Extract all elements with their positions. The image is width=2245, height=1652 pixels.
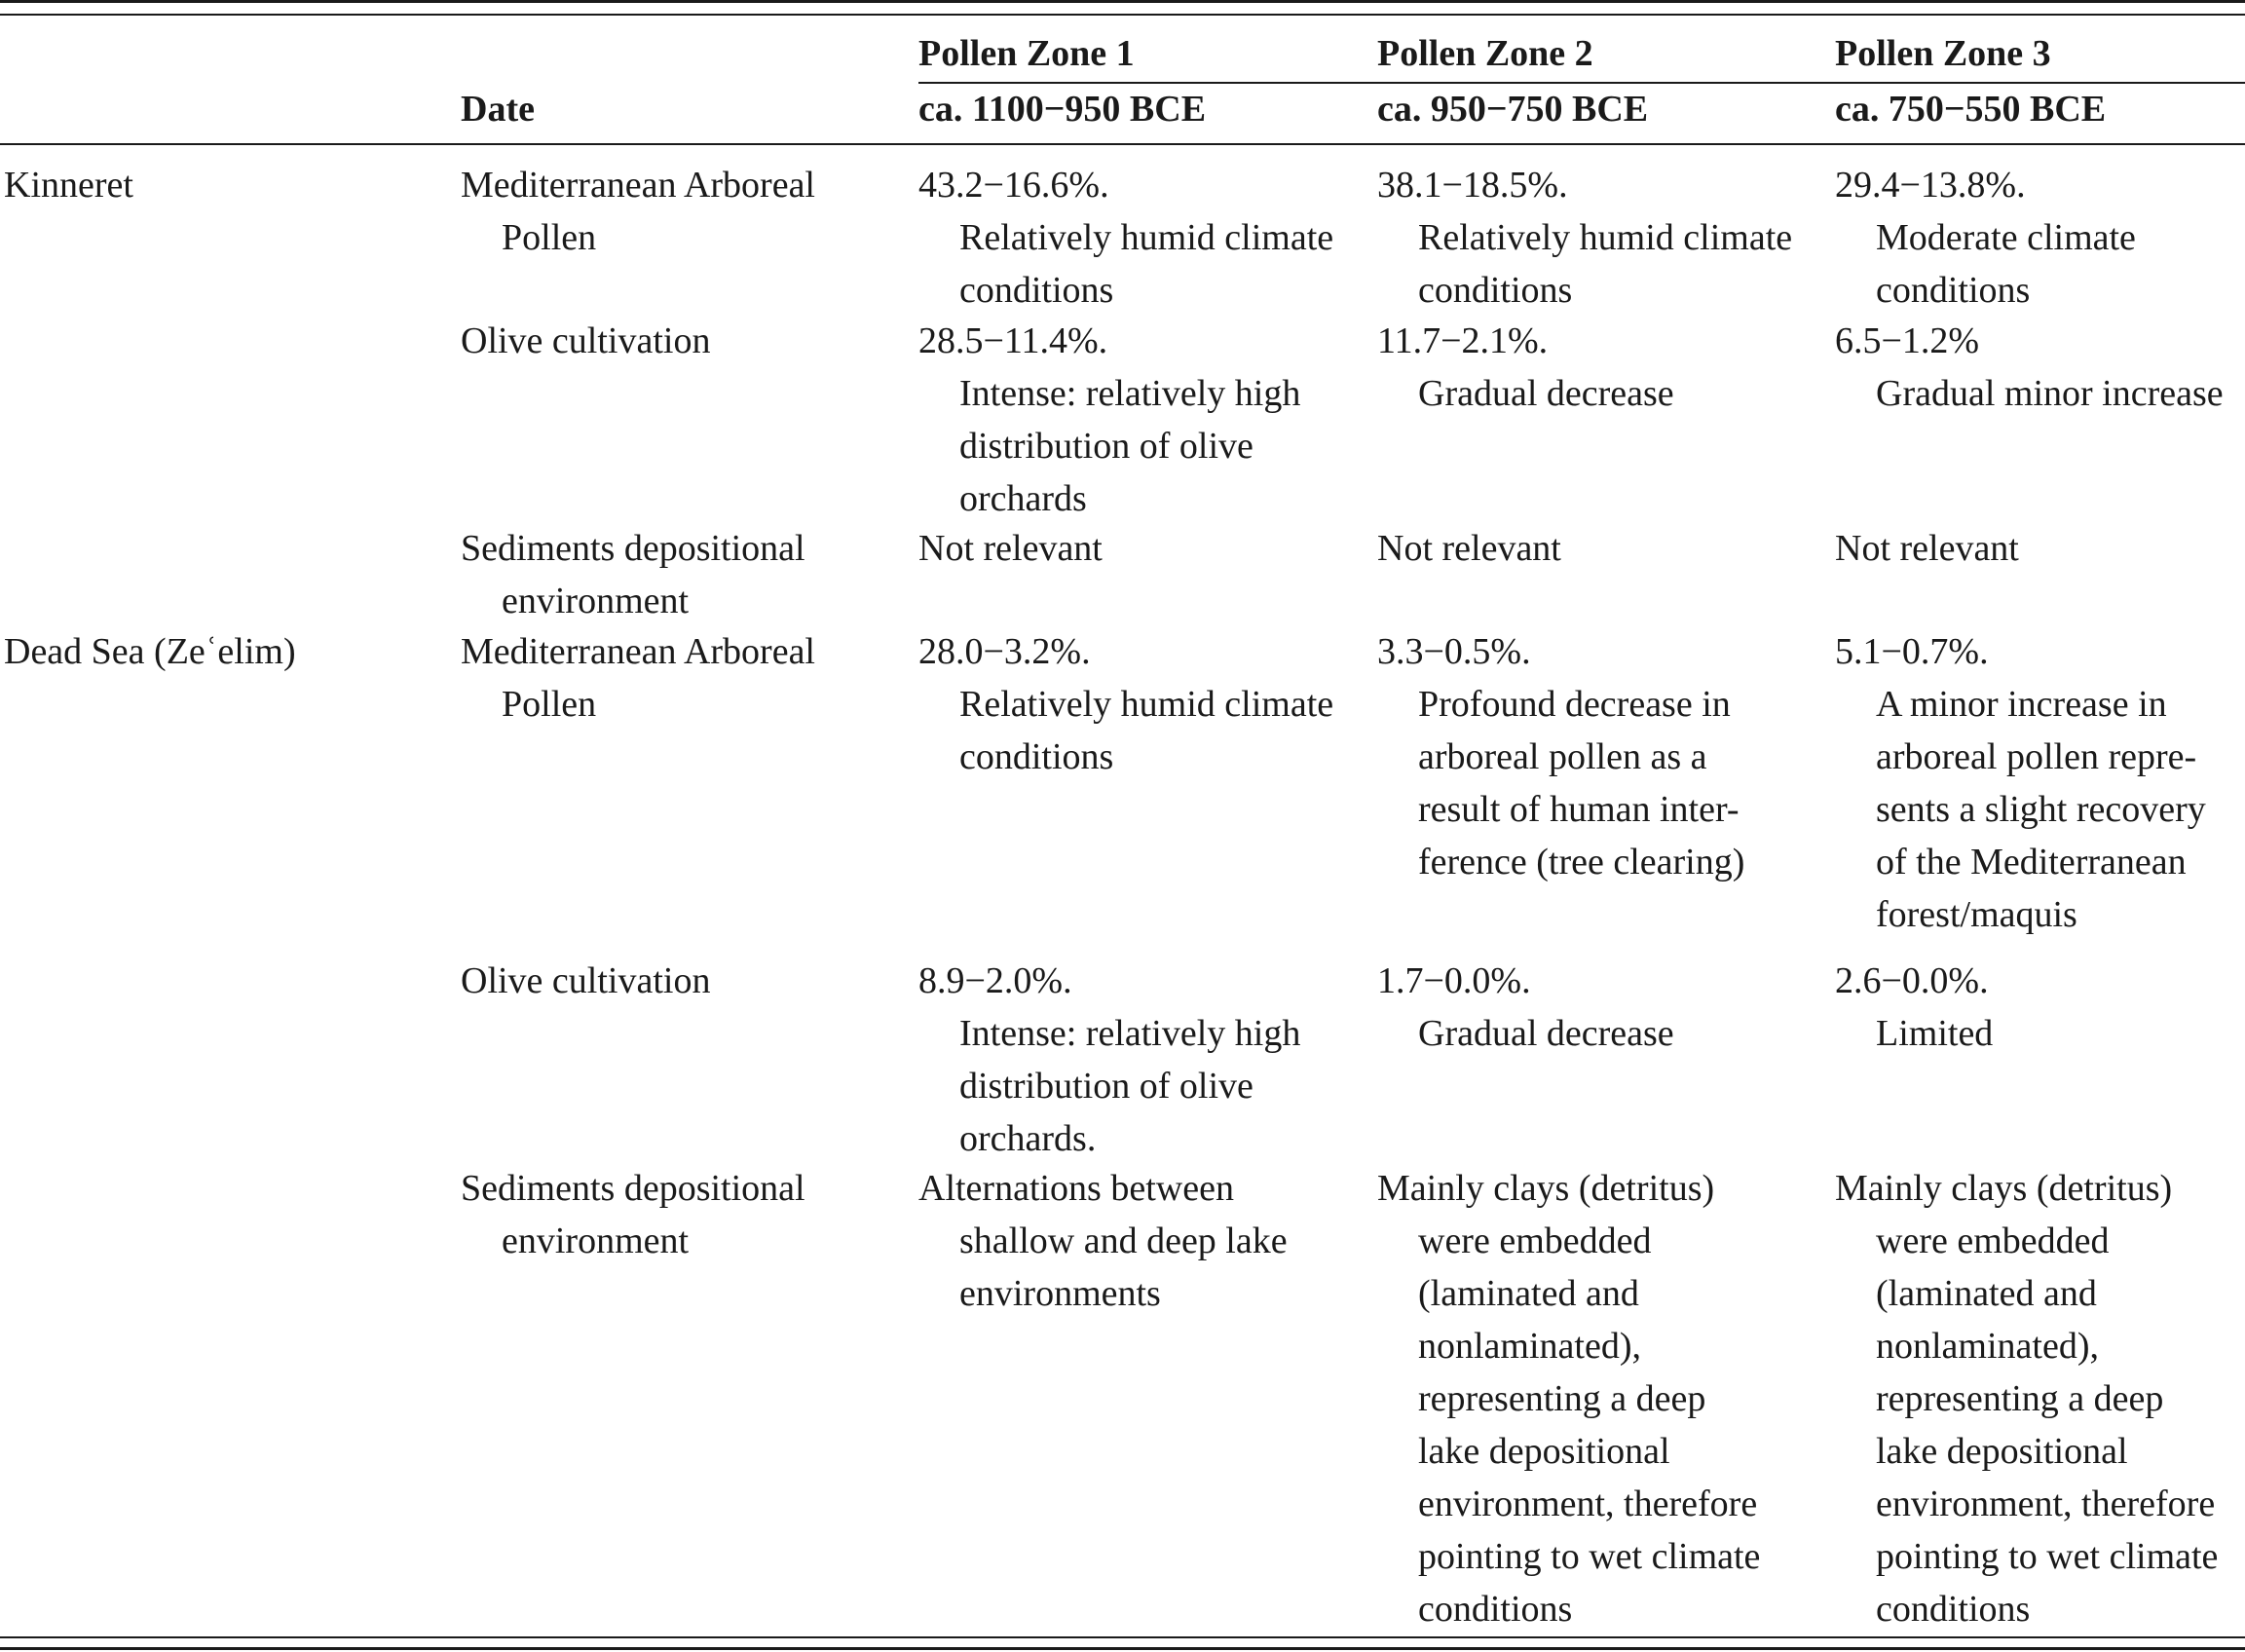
site-name: Dead Sea (Zeʿelim) <box>4 631 296 672</box>
cell-line: Olive cultivation <box>461 960 711 1001</box>
cell-line: lake depositional <box>1418 1431 1670 1472</box>
cell-line: Moderate climate <box>1876 217 2136 258</box>
zone-2-title: Pollen Zone 2 <box>1377 33 1593 74</box>
cell-line: representing a deep <box>1876 1378 2164 1419</box>
zone-2-cell <box>1377 955 1674 1060</box>
cell-line: representing a deep <box>1418 1378 1706 1419</box>
cell-line: Mainly clays (detritus) <box>1377 1168 1715 1209</box>
cell-line: Gradual minor increase <box>1876 373 2224 414</box>
zone-3-cell <box>1835 955 1993 1060</box>
zone-2-cell <box>1377 315 1674 420</box>
zone-2-cell <box>1377 522 1561 575</box>
cell-line: lake depositional <box>1876 1431 2128 1472</box>
cell-line: 38.1−18.5%. <box>1377 165 1568 206</box>
cell-line: Gradual decrease <box>1418 1013 1674 1054</box>
cell-line: Mediterranean Arboreal <box>461 631 815 672</box>
cell-line: 29.4−13.8%. <box>1835 165 2026 206</box>
cell-line: environment, therefore <box>1418 1483 1758 1524</box>
date-label: Date <box>461 89 535 130</box>
zone-1-cell <box>918 522 1103 575</box>
cell-line: Relatively humid climate <box>959 684 1334 725</box>
cell-line: conditions <box>1418 270 1573 311</box>
cell-line: shallow and deep lake <box>959 1220 1288 1261</box>
zone-1-date: ca. 1100−950 BCE <box>918 89 1207 130</box>
zone-3-cell <box>1835 159 2136 317</box>
cell-line: Not relevant <box>918 528 1103 569</box>
cell-line: Not relevant <box>1377 528 1561 569</box>
cell-line: 28.5−11.4%. <box>918 320 1108 361</box>
cell-line: orchards. <box>959 1118 1097 1159</box>
cell-line: of the Mediterranean <box>1876 842 2187 882</box>
cell-line: result of human inter- <box>1418 789 1740 830</box>
site-cell <box>4 625 296 678</box>
cell-line: Alternations between <box>918 1168 1234 1209</box>
zone-3-cell <box>1835 522 2019 575</box>
zone-1-title: Pollen Zone 1 <box>918 33 1135 74</box>
cell-line: arboreal pollen as a <box>1418 736 1707 777</box>
cell-line: 1.7−0.0%. <box>1377 960 1531 1001</box>
cell-line: pointing to wet climate <box>1418 1536 1761 1577</box>
cell-line: environment, therefore <box>1876 1483 2216 1524</box>
cell-line: environments <box>959 1273 1161 1314</box>
cell-line: pointing to wet climate <box>1876 1536 2219 1577</box>
bottom-rule <box>0 1647 2245 1650</box>
zone-3-cell <box>1835 625 2206 941</box>
parameter-cell <box>461 1162 805 1267</box>
cell-line: Sediments depositional <box>461 528 805 569</box>
cell-line: Mainly clays (detritus) <box>1835 1168 2173 1209</box>
zone-1-cell <box>918 1162 1288 1320</box>
top-rule-inner <box>0 14 2245 16</box>
parameter-cell <box>461 159 815 264</box>
parameter-cell <box>461 625 815 731</box>
zone-2-cell <box>1377 159 1792 317</box>
cell-line: 11.7−2.1%. <box>1377 320 1549 361</box>
zone-3-cell <box>1835 315 2224 420</box>
cell-line: were embedded <box>1876 1220 2110 1261</box>
cell-line: distribution of olive <box>959 426 1253 467</box>
cell-line: Gradual decrease <box>1418 373 1674 414</box>
cell-line: were embedded <box>1418 1220 1652 1261</box>
cell-line: conditions <box>959 736 1114 777</box>
parameter-cell <box>461 522 805 627</box>
cell-line: 6.5−1.2% <box>1835 320 1980 361</box>
header-rule <box>0 143 2245 145</box>
cell-line: nonlaminated), <box>1418 1326 1641 1367</box>
cell-line: Relatively humid climate <box>959 217 1334 258</box>
cell-line: ference (tree clearing) <box>1418 842 1745 882</box>
zone-3-title: Pollen Zone 3 <box>1835 33 2051 74</box>
cell-line: Profound decrease in <box>1418 684 1731 725</box>
cell-line: orchards <box>959 478 1087 519</box>
cell-line: 8.9−2.0%. <box>918 960 1072 1001</box>
cell-line: 43.2−16.6%. <box>918 165 1109 206</box>
cell-line: nonlaminated), <box>1876 1326 2099 1367</box>
top-rule <box>0 0 2245 3</box>
cell-line: Pollen <box>502 684 597 725</box>
cell-line: 5.1−0.7%. <box>1835 631 1989 672</box>
zone-1-cell <box>918 159 1333 317</box>
cell-line: A minor increase in <box>1876 684 2167 725</box>
zone-1-cell <box>918 315 1300 525</box>
cell-line: distribution of olive <box>959 1066 1253 1107</box>
cell-line: sents a slight recovery <box>1876 789 2206 830</box>
cell-line: conditions <box>959 270 1114 311</box>
cell-line: Not relevant <box>1835 528 2019 569</box>
site-name: Kinneret <box>4 165 133 206</box>
cell-line: arboreal pollen repre- <box>1876 736 2197 777</box>
cell-line: environment <box>502 581 690 621</box>
zone-2-date: ca. 950−750 BCE <box>1377 89 1649 130</box>
zone-1-cell <box>918 625 1333 783</box>
cell-line: conditions <box>1876 1589 2031 1630</box>
cell-line: forest/maquis <box>1876 894 2077 935</box>
cell-line: Mediterranean Arboreal <box>461 165 815 206</box>
cell-line: Intense: relatively high <box>959 1013 1301 1054</box>
cell-line: 3.3−0.5%. <box>1377 631 1531 672</box>
zone-3-date: ca. 750−550 BCE <box>1835 89 2107 130</box>
cell-line: environment <box>502 1220 690 1261</box>
cell-line: Limited <box>1876 1013 1994 1054</box>
cell-line: (laminated and <box>1876 1273 2097 1314</box>
zone-2-cell <box>1377 1162 1760 1635</box>
parameter-cell <box>461 955 710 1007</box>
cell-line: 2.6−0.0%. <box>1835 960 1989 1001</box>
bottom-rule-inner <box>0 1636 2245 1638</box>
cell-line: Relatively humid climate <box>1418 217 1793 258</box>
site-cell <box>4 159 133 211</box>
zone-2-cell <box>1377 625 1744 888</box>
cell-line: Olive cultivation <box>461 320 711 361</box>
cell-line: conditions <box>1876 270 2031 311</box>
cell-line: Pollen <box>502 217 597 258</box>
zone-3-cell <box>1835 1162 2218 1635</box>
zone-1-cell <box>918 955 1300 1165</box>
cell-line: (laminated and <box>1418 1273 1639 1314</box>
cell-line: Intense: relatively high <box>959 373 1301 414</box>
cell-line: conditions <box>1418 1589 1573 1630</box>
cell-line: Sediments depositional <box>461 1168 805 1209</box>
parameter-cell <box>461 315 710 367</box>
cell-line: 28.0−3.2%. <box>918 631 1091 672</box>
